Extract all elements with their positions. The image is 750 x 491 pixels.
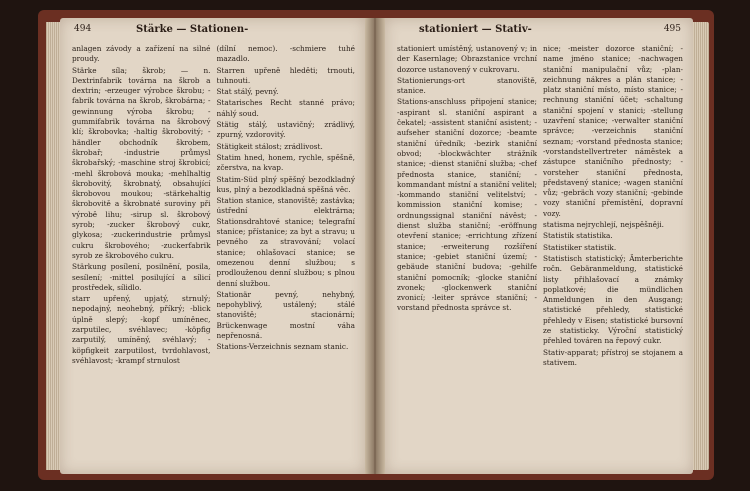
entry: Stätigkeit stálost; zrádlivost. bbox=[216, 141, 323, 151]
entry: Stativ-apparat; přístroj se stojanem a stativem. bbox=[543, 347, 683, 367]
left-page-number: 494 bbox=[74, 24, 92, 34]
entry: statisma nejrychlejí, nejspěšněji. bbox=[543, 220, 664, 230]
entry: Stationär pevný, nehybný, nepohyblivý, ustálený; stálé stanoviště; stacionární; Brückenwage mostní váha nepřenosná. bbox=[216, 289, 355, 341]
entry: Stärke síla; škrob; — n. Dextrinfabrik továrna na škrob a dextrin; -erzeuger výrobce škrobu; -fabrik továrna na škrob, škrobárna; -gewinnung výroba škrobu; -gummifabrik továrna na škrobový klí; škrobovka; -haltig škrobovitý; -händler obchodník škrobem, škrobař; -industrie průmysl škrobařský; -maschine stroj škrobicí; -mehl škrobová mouka; -mehlhaltig škrobovitý, škrobnatý, obsahující škrobovou moukou; -stärkehaltig škrobovitě a škrobnaté suroviny při výrobě lihu; -sirup sl. škrobový syrob; -zucker škrobový cukr, glykosa; -zuckerindustrie průmysl cukru škrobového; -zuckerfabrik syrob ze škrobového cukru. bbox=[72, 65, 211, 260]
left-column-1 bbox=[72, 44, 211, 466]
left-page bbox=[60, 18, 365, 474]
entry: Stations-anschluss připojení stanice; -aspirant sl. staniční aspirant a čekatel; -assistent staniční asistent; -aufseher staniční dozorce; -beamte staniční úředník; -bezirk staniční obvod; -blockwächter strážník stanice; -dienst staniční služba; -chef přednosta stanice, staniční; -kommandant místní a staniční velitel; -kommando staniční velitelství; -kommission staniční komise; -ordnungssignal staniční návěst; -dienst služba staniční; -eröffnung otevření stanice; -errichtung zřízení stanice; -erweiterung rozšíření stanice; -gebiet staniční území; -gebäude staniční budova; -gehilfe staniční pomocník; -glocke staniční zvonek; -glockenwerk staniční zvonicí; -leiter správce staniční; -vorstand přednosta správce st. bbox=[397, 97, 537, 313]
entry: Statim hned, honem, rychle, spěšně, zčerstva, na kvap. bbox=[216, 152, 355, 173]
entry: Stationierungs-ort stanoviště, stanice. bbox=[397, 75, 537, 96]
entry: Stat stálý, pevný. bbox=[216, 87, 279, 97]
entry: nice; -meister dozorce staniční; -name jméno stanice; -nachwagen staniční manipulační vůz; -plan-zeichnung nákres a plán stanice; -platz staniční místo, místo stanice; -rechnung staniční účet; -schaltung staniční spojení v stanici; -stellung uzavření stanice; -verwalter staniční správce; -verzeichnis staniční seznam; -vorstand přednosta stanice; -vorstandstellvertreter náměstek a zástupce staničního přednosty; -vorsteher staniční přednosta, představený stanice; -wagen staniční vůz; -gebräch vozy staniční; -gebinde vozy staniční přemístění, dopravní vozy. bbox=[543, 44, 683, 218]
entry: stationiert umístěný, ustanovený v; in der Kasernlage; Obrazstanice vrchní dozorce ustanovený v cukrovaru. bbox=[397, 44, 537, 74]
right-page-header bbox=[399, 24, 681, 38]
entry: Station stanice, stanoviště; zastávka; ústřední elektrárna; Stationsdrahtové stanice; telegrafní stanice; přístanice; za byt a stravu; u pevného za stravování; volací stanice; ohlašovací stanice; se omezenou denní službou; s prodlouženou denní službou; s plnou denní službou. bbox=[216, 196, 355, 288]
right-running-head: stationiert — Stativ- bbox=[419, 24, 532, 35]
entry: Starren upřeně hleděti; trnouti, tuhnouti. bbox=[216, 65, 355, 85]
entry: Statim-Süd plný spěšný bezodkladný kus, plný a bezodkladná spěšná věc. bbox=[216, 174, 355, 194]
entry: Statistiker statistik. bbox=[543, 242, 617, 252]
left-page-edges bbox=[46, 22, 60, 470]
right-column-2 bbox=[543, 44, 683, 466]
entry: Statistisch statistický; Ämterberichte ročn. Gebäranmeldung, statistické listy přihlašovací a známky poplatkové; die mündlichen Anmeldungen in den Ausgang; statistické přehledy, statistické přehledy v Eisen; statistické bursovní ze statisticky. Výroční statistický přehled továren na řepový cukr. bbox=[543, 253, 683, 346]
left-column-2 bbox=[217, 44, 356, 466]
entry: Stations-Verzeichnis seznam stanic. bbox=[216, 342, 349, 352]
entry: Statistik statistika. bbox=[543, 231, 613, 241]
right-column-1 bbox=[397, 44, 537, 466]
entry: Stätig stálý, ustavičný; zrádlivý, zpurný, vzdorovitý. bbox=[216, 120, 355, 140]
entry: Statarisches Recht stanné právo; náhlý soud. bbox=[216, 98, 355, 118]
entry: anlagen závody a zařízení na silné proudy. bbox=[72, 44, 211, 64]
left-running-head: Stärke — Stationen- bbox=[136, 24, 249, 35]
entry: Stärkung posílení, posilnění, posila, sesílení; -mittel posilující a sílicí prostředek, sílidlo. bbox=[72, 262, 211, 292]
right-page bbox=[385, 18, 693, 474]
book-gutter bbox=[365, 18, 385, 474]
entry: (dílní nemoc). -schmiere tuhé mazadlo. bbox=[216, 44, 355, 64]
right-page-edges bbox=[693, 22, 709, 470]
left-page-header bbox=[74, 24, 353, 38]
entry: starr upřený, upjatý, strnulý; nepodajný, neohebný, příkrý; -blick úplně slepý; -kopf umíněnec, zarputilec, svéhlavec; -köpfig zarputilý, umíněný, svéhlavý; -köpfigkeit zarputilost, tvrdohlavost, svéhlavost; -krampf strnulost bbox=[72, 294, 211, 365]
right-page-number: 495 bbox=[663, 24, 681, 34]
book-cover bbox=[38, 10, 714, 480]
